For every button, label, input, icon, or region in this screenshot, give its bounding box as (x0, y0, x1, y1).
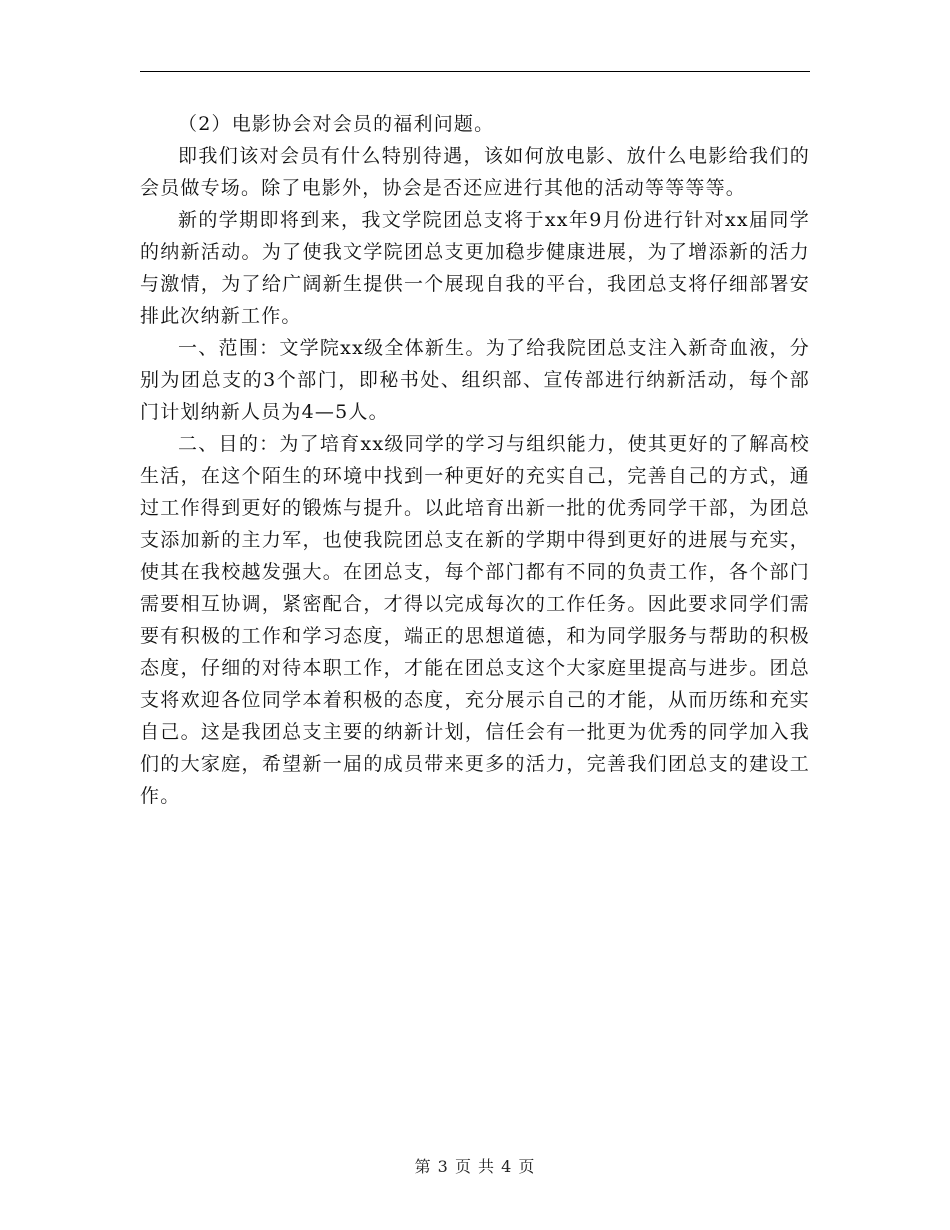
page-number-footer: 第 3 页 共 4 页 (414, 1157, 536, 1176)
paragraph-recruitment-intro: 新的学期即将到来，我文学院团总支将于xx年9月份进行针对xx届同学的纳新活动。为了使我文学院团总支更加稳步健康进展，为了增添新的活力与激情，为了给广阔新生提供一个展现自我的平台，我团总支将仔细部署安排此次纳新工作。 (140, 209, 810, 327)
paragraph-welfare-detail: 即我们该对会员有什么特别待遇，该如何放电影、放什么电影给我们的会员做专场。除了电影外，协会是否还应进行其他的活动等等等等。 (140, 145, 810, 199)
document-body (140, 108, 810, 812)
paragraph-welfare-heading: （2）电影协会对会员的福利问题。 (178, 113, 495, 135)
paragraph-purpose: 二、目的：为了培育xx级同学的学习与组织能力，使其更好的了解高校生活，在这个陌生的环境中找到一种更好的充实自己，完善自己的方式，通过工作得到更好的锻炼与提升。以此培育出新一批的优秀同学干部，为团总支添加新的主力军，也使我院团总支在新的学期中得到更好的进展与充实，使其在我校越发强大。在团总支，每个部门都有不同的负责工作，各个部门需要相互协调，紧密配合，才得以完成每次的工作任务。因此要求同学们需要有积极的工作和学习态度，端正的思想道德，和为同学服务与帮助的积极态度，仔细的对待本职工作，才能在团总支这个大家庭里提高与进步。团总支将欢迎各位同学本着积极的态度，充分展示自己的才能，从而历练和充实自己。这是我团总支主要的纳新计划，信任会有一批更为优秀的同学加入我们的大家庭，希望新一届的成员带来更多的活力，完善我们团总支的建设工作。 (140, 433, 810, 807)
header-rule (140, 71, 810, 72)
paragraph-scope: 一、范围：文学院xx级全体新生。为了给我院团总支注入新奇血液，分别为团总支的3个部门，即秘书处、组织部、宣传部进行纳新活动，每个部门计划纳新人员为4—5人。 (140, 337, 810, 423)
